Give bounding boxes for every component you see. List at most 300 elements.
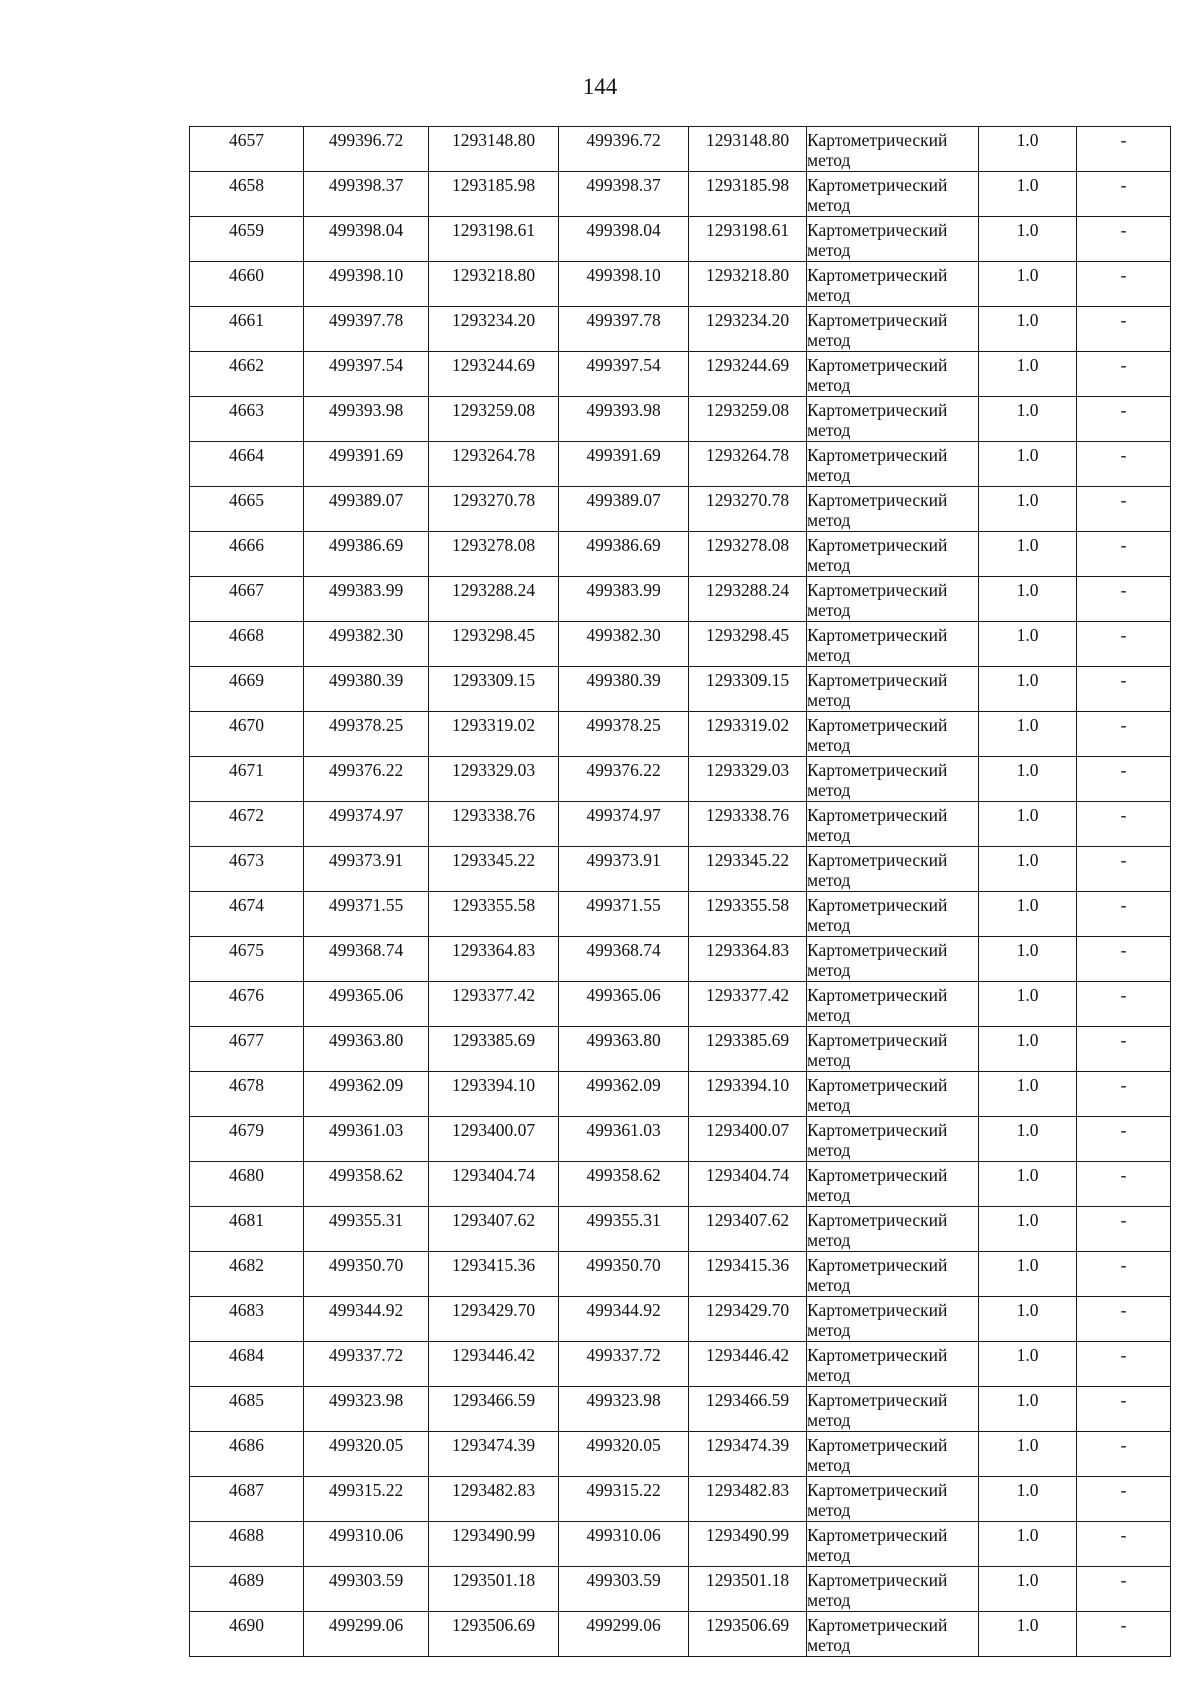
accuracy-cell: 1.0 (979, 352, 1077, 397)
method-cell: Картометрический метод (807, 577, 979, 622)
point-number-cell: 4674 (190, 892, 304, 937)
y-existing-cell: 1293148.80 (429, 127, 559, 172)
method-cell: Картометрический метод (807, 352, 979, 397)
x-existing-cell: 499376.22 (304, 757, 429, 802)
accuracy-cell: 1.0 (979, 1027, 1077, 1072)
accuracy-cell: 1.0 (979, 1162, 1077, 1207)
x-existing-cell: 499398.10 (304, 262, 429, 307)
point-number-cell: 4664 (190, 442, 304, 487)
method-cell: Картометрический метод (807, 1297, 979, 1342)
accuracy-cell: 1.0 (979, 667, 1077, 712)
description-cell: - (1077, 1342, 1171, 1387)
x-refined-cell: 499363.80 (559, 1027, 689, 1072)
x-existing-cell: 499361.03 (304, 1117, 429, 1162)
x-existing-cell: 499350.70 (304, 1252, 429, 1297)
description-cell: - (1077, 1072, 1171, 1117)
y-existing-cell: 1293338.76 (429, 802, 559, 847)
description-cell: - (1077, 577, 1171, 622)
x-refined-cell: 499337.72 (559, 1342, 689, 1387)
point-number-cell: 4669 (190, 667, 304, 712)
y-refined-cell: 1293490.99 (689, 1522, 807, 1567)
y-refined-cell: 1293364.83 (689, 937, 807, 982)
y-existing-cell: 1293270.78 (429, 487, 559, 532)
accuracy-cell: 1.0 (979, 217, 1077, 262)
y-existing-cell: 1293482.83 (429, 1477, 559, 1522)
table-row (190, 1477, 1171, 1522)
accuracy-cell: 1.0 (979, 1612, 1077, 1657)
accuracy-cell: 1.0 (979, 307, 1077, 352)
description-cell: - (1077, 532, 1171, 577)
table-row (190, 757, 1171, 802)
x-refined-cell: 499315.22 (559, 1477, 689, 1522)
point-number-cell: 4672 (190, 802, 304, 847)
y-existing-cell: 1293198.61 (429, 217, 559, 262)
x-refined-cell: 499299.06 (559, 1612, 689, 1657)
x-existing-cell: 499398.37 (304, 172, 429, 217)
y-refined-cell: 1293404.74 (689, 1162, 807, 1207)
method-cell: Картометрический метод (807, 847, 979, 892)
x-refined-cell: 499396.72 (559, 127, 689, 172)
description-cell: - (1077, 1117, 1171, 1162)
y-refined-cell: 1293355.58 (689, 892, 807, 937)
description-cell: - (1077, 1027, 1171, 1072)
y-existing-cell: 1293234.20 (429, 307, 559, 352)
description-cell: - (1077, 667, 1171, 712)
x-existing-cell: 499397.78 (304, 307, 429, 352)
x-refined-cell: 499365.06 (559, 982, 689, 1027)
x-existing-cell: 499303.59 (304, 1567, 429, 1612)
x-refined-cell: 499382.30 (559, 622, 689, 667)
y-refined-cell: 1293244.69 (689, 352, 807, 397)
method-cell: Картометрический метод (807, 442, 979, 487)
method-cell: Картометрический метод (807, 1477, 979, 1522)
method-cell: Картометрический метод (807, 1522, 979, 1567)
x-existing-cell: 499396.72 (304, 127, 429, 172)
point-number-cell: 4683 (190, 1297, 304, 1342)
accuracy-cell: 1.0 (979, 847, 1077, 892)
point-number-cell: 4680 (190, 1162, 304, 1207)
description-cell: - (1077, 1522, 1171, 1567)
table-row (190, 622, 1171, 667)
x-refined-cell: 499323.98 (559, 1387, 689, 1432)
description-cell: - (1077, 892, 1171, 937)
description-cell: - (1077, 757, 1171, 802)
table-row (190, 262, 1171, 307)
method-cell: Картометрический метод (807, 1072, 979, 1117)
description-cell: - (1077, 172, 1171, 217)
y-existing-cell: 1293218.80 (429, 262, 559, 307)
y-existing-cell: 1293506.69 (429, 1612, 559, 1657)
description-cell: - (1077, 712, 1171, 757)
y-existing-cell: 1293404.74 (429, 1162, 559, 1207)
description-cell: - (1077, 1387, 1171, 1432)
y-existing-cell: 1293446.42 (429, 1342, 559, 1387)
y-refined-cell: 1293407.62 (689, 1207, 807, 1252)
method-cell: Картометрический метод (807, 982, 979, 1027)
page-number: 144 (582, 74, 618, 99)
point-number-cell: 4666 (190, 532, 304, 577)
x-existing-cell: 499397.54 (304, 352, 429, 397)
x-existing-cell: 499299.06 (304, 1612, 429, 1657)
point-number-cell: 4660 (190, 262, 304, 307)
table-row (190, 1072, 1171, 1117)
x-existing-cell: 499389.07 (304, 487, 429, 532)
accuracy-cell: 1.0 (979, 622, 1077, 667)
point-number-cell: 4657 (190, 127, 304, 172)
method-cell: Картометрический метод (807, 1252, 979, 1297)
y-existing-cell: 1293364.83 (429, 937, 559, 982)
y-refined-cell: 1293338.76 (689, 802, 807, 847)
x-existing-cell: 499344.92 (304, 1297, 429, 1342)
x-refined-cell: 499378.25 (559, 712, 689, 757)
y-refined-cell: 1293466.59 (689, 1387, 807, 1432)
y-refined-cell: 1293446.42 (689, 1342, 807, 1387)
x-refined-cell: 499398.37 (559, 172, 689, 217)
x-existing-cell: 499382.30 (304, 622, 429, 667)
table-row (190, 1432, 1171, 1477)
point-number-cell: 4678 (190, 1072, 304, 1117)
x-refined-cell: 499374.97 (559, 802, 689, 847)
method-cell: Картометрический метод (807, 307, 979, 352)
table-row (190, 1342, 1171, 1387)
y-refined-cell: 1293415.36 (689, 1252, 807, 1297)
accuracy-cell: 1.0 (979, 1207, 1077, 1252)
x-existing-cell: 499362.09 (304, 1072, 429, 1117)
y-existing-cell: 1293400.07 (429, 1117, 559, 1162)
table-row (190, 577, 1171, 622)
method-cell: Картометрический метод (807, 892, 979, 937)
description-cell: - (1077, 1612, 1171, 1657)
description-cell: - (1077, 937, 1171, 982)
y-existing-cell: 1293288.24 (429, 577, 559, 622)
description-cell: - (1077, 1477, 1171, 1522)
y-existing-cell: 1293259.08 (429, 397, 559, 442)
accuracy-cell: 1.0 (979, 127, 1077, 172)
table-row (190, 1612, 1171, 1657)
accuracy-cell: 1.0 (979, 1567, 1077, 1612)
x-existing-cell: 499374.97 (304, 802, 429, 847)
y-existing-cell: 1293415.36 (429, 1252, 559, 1297)
y-refined-cell: 1293234.20 (689, 307, 807, 352)
method-cell: Картометрический метод (807, 127, 979, 172)
x-existing-cell: 499391.69 (304, 442, 429, 487)
point-number-cell: 4667 (190, 577, 304, 622)
y-existing-cell: 1293490.99 (429, 1522, 559, 1567)
table-row (190, 1567, 1171, 1612)
description-cell: - (1077, 1297, 1171, 1342)
y-existing-cell: 1293501.18 (429, 1567, 559, 1612)
y-refined-cell: 1293474.39 (689, 1432, 807, 1477)
x-refined-cell: 499358.62 (559, 1162, 689, 1207)
y-refined-cell: 1293482.83 (689, 1477, 807, 1522)
method-cell: Картометрический метод (807, 172, 979, 217)
table-row (190, 667, 1171, 712)
accuracy-cell: 1.0 (979, 1252, 1077, 1297)
x-refined-cell: 499391.69 (559, 442, 689, 487)
method-cell: Картометрический метод (807, 1612, 979, 1657)
description-cell: - (1077, 1162, 1171, 1207)
x-existing-cell: 499358.62 (304, 1162, 429, 1207)
y-refined-cell: 1293319.02 (689, 712, 807, 757)
point-number-cell: 4671 (190, 757, 304, 802)
accuracy-cell: 1.0 (979, 577, 1077, 622)
x-existing-cell: 499373.91 (304, 847, 429, 892)
description-cell: - (1077, 307, 1171, 352)
y-existing-cell: 1293244.69 (429, 352, 559, 397)
point-number-cell: 4685 (190, 1387, 304, 1432)
x-refined-cell: 499398.04 (559, 217, 689, 262)
x-refined-cell: 499355.31 (559, 1207, 689, 1252)
x-refined-cell: 499398.10 (559, 262, 689, 307)
point-number-cell: 4658 (190, 172, 304, 217)
description-cell: - (1077, 1432, 1171, 1477)
accuracy-cell: 1.0 (979, 1117, 1077, 1162)
y-existing-cell: 1293355.58 (429, 892, 559, 937)
accuracy-cell: 1.0 (979, 532, 1077, 577)
description-cell: - (1077, 1567, 1171, 1612)
x-refined-cell: 499376.22 (559, 757, 689, 802)
method-cell: Картометрический метод (807, 1117, 979, 1162)
method-cell: Картометрический метод (807, 622, 979, 667)
point-number-cell: 4684 (190, 1342, 304, 1387)
method-cell: Картометрический метод (807, 217, 979, 262)
y-refined-cell: 1293298.45 (689, 622, 807, 667)
point-number-cell: 4689 (190, 1567, 304, 1612)
point-number-cell: 4663 (190, 397, 304, 442)
table-row (190, 1387, 1171, 1432)
x-existing-cell: 499383.99 (304, 577, 429, 622)
y-refined-cell: 1293329.03 (689, 757, 807, 802)
table-row (190, 1117, 1171, 1162)
method-cell: Картометрический метод (807, 712, 979, 757)
x-refined-cell: 499373.91 (559, 847, 689, 892)
table-row (190, 802, 1171, 847)
point-number-cell: 4681 (190, 1207, 304, 1252)
point-number-cell: 4670 (190, 712, 304, 757)
accuracy-cell: 1.0 (979, 982, 1077, 1027)
method-cell: Картометрический метод (807, 1432, 979, 1477)
point-number-cell: 4679 (190, 1117, 304, 1162)
description-cell: - (1077, 802, 1171, 847)
accuracy-cell: 1.0 (979, 892, 1077, 937)
point-number-cell: 4665 (190, 487, 304, 532)
coordinates-table (189, 126, 1171, 1657)
y-refined-cell: 1293288.24 (689, 577, 807, 622)
description-cell: - (1077, 352, 1171, 397)
point-number-cell: 4659 (190, 217, 304, 262)
x-refined-cell: 499368.74 (559, 937, 689, 982)
point-number-cell: 4690 (190, 1612, 304, 1657)
table-row (190, 1252, 1171, 1297)
y-refined-cell: 1293377.42 (689, 982, 807, 1027)
table-row (190, 892, 1171, 937)
y-refined-cell: 1293185.98 (689, 172, 807, 217)
accuracy-cell: 1.0 (979, 757, 1077, 802)
x-refined-cell: 499397.78 (559, 307, 689, 352)
x-existing-cell: 499323.98 (304, 1387, 429, 1432)
y-refined-cell: 1293259.08 (689, 397, 807, 442)
table-row (190, 937, 1171, 982)
y-existing-cell: 1293394.10 (429, 1072, 559, 1117)
table-row (190, 532, 1171, 577)
accuracy-cell: 1.0 (979, 262, 1077, 307)
y-refined-cell: 1293345.22 (689, 847, 807, 892)
x-existing-cell: 499315.22 (304, 1477, 429, 1522)
point-number-cell: 4668 (190, 622, 304, 667)
x-refined-cell: 499380.39 (559, 667, 689, 712)
point-number-cell: 4662 (190, 352, 304, 397)
method-cell: Картометрический метод (807, 1207, 979, 1252)
table-row (190, 352, 1171, 397)
table-row (190, 847, 1171, 892)
point-number-cell: 4673 (190, 847, 304, 892)
x-refined-cell: 499344.92 (559, 1297, 689, 1342)
x-refined-cell: 499303.59 (559, 1567, 689, 1612)
y-existing-cell: 1293429.70 (429, 1297, 559, 1342)
y-existing-cell: 1293298.45 (429, 622, 559, 667)
table-row (190, 1297, 1171, 1342)
point-number-cell: 4682 (190, 1252, 304, 1297)
x-existing-cell: 499337.72 (304, 1342, 429, 1387)
point-number-cell: 4661 (190, 307, 304, 352)
y-existing-cell: 1293319.02 (429, 712, 559, 757)
x-existing-cell: 499365.06 (304, 982, 429, 1027)
method-cell: Картометрический метод (807, 1387, 979, 1432)
accuracy-cell: 1.0 (979, 442, 1077, 487)
description-cell: - (1077, 622, 1171, 667)
table-row (190, 442, 1171, 487)
x-refined-cell: 499383.99 (559, 577, 689, 622)
description-cell: - (1077, 127, 1171, 172)
table-body (190, 127, 1171, 1657)
y-refined-cell: 1293385.69 (689, 1027, 807, 1072)
y-existing-cell: 1293407.62 (429, 1207, 559, 1252)
x-existing-cell: 499386.69 (304, 532, 429, 577)
y-existing-cell: 1293278.08 (429, 532, 559, 577)
y-refined-cell: 1293270.78 (689, 487, 807, 532)
table-row (190, 982, 1171, 1027)
accuracy-cell: 1.0 (979, 1522, 1077, 1567)
point-number-cell: 4688 (190, 1522, 304, 1567)
accuracy-cell: 1.0 (979, 1072, 1077, 1117)
y-refined-cell: 1293501.18 (689, 1567, 807, 1612)
y-refined-cell: 1293400.07 (689, 1117, 807, 1162)
accuracy-cell: 1.0 (979, 1297, 1077, 1342)
method-cell: Картометрический метод (807, 397, 979, 442)
table-row (190, 487, 1171, 532)
x-existing-cell: 499363.80 (304, 1027, 429, 1072)
method-cell: Картометрический метод (807, 532, 979, 577)
x-refined-cell: 499386.69 (559, 532, 689, 577)
table-row (190, 1162, 1171, 1207)
y-existing-cell: 1293474.39 (429, 1432, 559, 1477)
accuracy-cell: 1.0 (979, 712, 1077, 757)
method-cell: Картометрический метод (807, 802, 979, 847)
table-row (190, 1522, 1171, 1567)
description-cell: - (1077, 262, 1171, 307)
x-refined-cell: 499393.98 (559, 397, 689, 442)
y-refined-cell: 1293198.61 (689, 217, 807, 262)
method-cell: Картометрический метод (807, 667, 979, 712)
point-number-cell: 4675 (190, 937, 304, 982)
y-existing-cell: 1293264.78 (429, 442, 559, 487)
x-existing-cell: 499355.31 (304, 1207, 429, 1252)
x-refined-cell: 499371.55 (559, 892, 689, 937)
accuracy-cell: 1.0 (979, 1342, 1077, 1387)
point-number-cell: 4687 (190, 1477, 304, 1522)
accuracy-cell: 1.0 (979, 802, 1077, 847)
accuracy-cell: 1.0 (979, 172, 1077, 217)
x-refined-cell: 499310.06 (559, 1522, 689, 1567)
method-cell: Картометрический метод (807, 1567, 979, 1612)
description-cell: - (1077, 847, 1171, 892)
y-existing-cell: 1293329.03 (429, 757, 559, 802)
accuracy-cell: 1.0 (979, 1477, 1077, 1522)
table-row (190, 172, 1171, 217)
method-cell: Картометрический метод (807, 262, 979, 307)
y-existing-cell: 1293385.69 (429, 1027, 559, 1072)
table-row (190, 217, 1171, 262)
y-existing-cell: 1293185.98 (429, 172, 559, 217)
point-number-cell: 4676 (190, 982, 304, 1027)
method-cell: Картометрический метод (807, 757, 979, 802)
y-refined-cell: 1293264.78 (689, 442, 807, 487)
point-number-cell: 4686 (190, 1432, 304, 1477)
method-cell: Картометрический метод (807, 937, 979, 982)
x-refined-cell: 499320.05 (559, 1432, 689, 1477)
x-refined-cell: 499397.54 (559, 352, 689, 397)
description-cell: - (1077, 982, 1171, 1027)
method-cell: Картометрический метод (807, 1162, 979, 1207)
y-refined-cell: 1293218.80 (689, 262, 807, 307)
x-existing-cell: 499310.06 (304, 1522, 429, 1567)
accuracy-cell: 1.0 (979, 937, 1077, 982)
x-existing-cell: 499320.05 (304, 1432, 429, 1477)
x-refined-cell: 499350.70 (559, 1252, 689, 1297)
x-existing-cell: 499368.74 (304, 937, 429, 982)
y-existing-cell: 1293309.15 (429, 667, 559, 712)
y-existing-cell: 1293377.42 (429, 982, 559, 1027)
method-cell: Картометрический метод (807, 487, 979, 532)
accuracy-cell: 1.0 (979, 1387, 1077, 1432)
method-cell: Картометрический метод (807, 1027, 979, 1072)
y-refined-cell: 1293394.10 (689, 1072, 807, 1117)
table-row (190, 1027, 1171, 1072)
description-cell: - (1077, 1207, 1171, 1252)
x-existing-cell: 499398.04 (304, 217, 429, 262)
y-refined-cell: 1293148.80 (689, 127, 807, 172)
accuracy-cell: 1.0 (979, 1432, 1077, 1477)
description-cell: - (1077, 397, 1171, 442)
x-existing-cell: 499380.39 (304, 667, 429, 712)
x-existing-cell: 499393.98 (304, 397, 429, 442)
method-cell: Картометрический метод (807, 1342, 979, 1387)
description-cell: - (1077, 1252, 1171, 1297)
table-row (190, 307, 1171, 352)
x-existing-cell: 499371.55 (304, 892, 429, 937)
accuracy-cell: 1.0 (979, 397, 1077, 442)
x-existing-cell: 499378.25 (304, 712, 429, 757)
y-refined-cell: 1293278.08 (689, 532, 807, 577)
table-row (190, 397, 1171, 442)
x-refined-cell: 499361.03 (559, 1117, 689, 1162)
table-row (190, 1207, 1171, 1252)
point-number-cell: 4677 (190, 1027, 304, 1072)
x-refined-cell: 499362.09 (559, 1072, 689, 1117)
description-cell: - (1077, 217, 1171, 262)
description-cell: - (1077, 487, 1171, 532)
table-row (190, 127, 1171, 172)
